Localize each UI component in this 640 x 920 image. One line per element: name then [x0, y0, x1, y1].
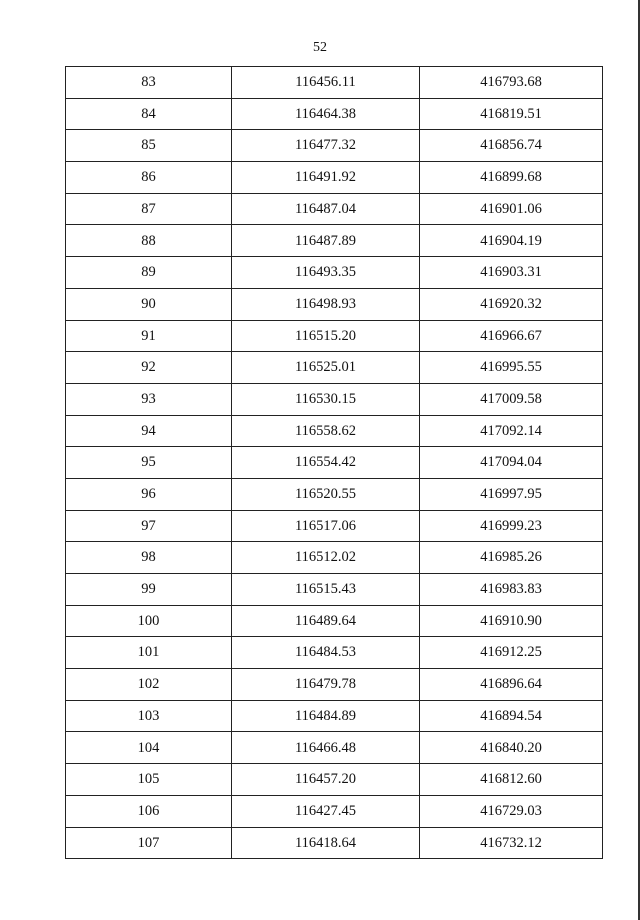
x-coordinate-cell: 116484.89: [232, 700, 420, 732]
y-coordinate-cell: 416999.23: [420, 510, 603, 542]
x-coordinate-cell: 116477.32: [232, 130, 420, 162]
coordinate-table-body: [66, 67, 603, 859]
x-coordinate-cell: 116520.55: [232, 478, 420, 510]
y-coordinate-cell: 417092.14: [420, 415, 603, 447]
x-coordinate-cell: 116554.42: [232, 447, 420, 479]
page-number: 52: [313, 40, 327, 55]
x-coordinate-cell: 116498.93: [232, 288, 420, 320]
point-number-cell: 107: [66, 827, 232, 859]
table-row: [66, 542, 603, 574]
x-coordinate-cell: 116479.78: [232, 669, 420, 701]
x-coordinate-cell: 116525.01: [232, 352, 420, 384]
table-row: [66, 383, 603, 415]
y-coordinate-cell: 416903.31: [420, 257, 603, 289]
point-number-cell: 91: [66, 320, 232, 352]
y-coordinate-cell: 416732.12: [420, 827, 603, 859]
point-number-cell: 84: [66, 98, 232, 130]
y-coordinate-cell: 417009.58: [420, 383, 603, 415]
x-coordinate-cell: 116456.11: [232, 67, 420, 99]
y-coordinate-cell: 416985.26: [420, 542, 603, 574]
point-number-cell: 94: [66, 415, 232, 447]
point-number-cell: 85: [66, 130, 232, 162]
y-coordinate-cell: 416920.32: [420, 288, 603, 320]
y-coordinate-cell: 416729.03: [420, 795, 603, 827]
table-row: [66, 193, 603, 225]
table-row: [66, 98, 603, 130]
x-coordinate-cell: 116530.15: [232, 383, 420, 415]
table-row: [66, 130, 603, 162]
x-coordinate-cell: 116558.62: [232, 415, 420, 447]
y-coordinate-cell: 416997.95: [420, 478, 603, 510]
table-row: [66, 637, 603, 669]
y-coordinate-cell: 416812.60: [420, 764, 603, 796]
table-row: [66, 288, 603, 320]
point-number-cell: 90: [66, 288, 232, 320]
x-coordinate-cell: 116489.64: [232, 605, 420, 637]
table-row: [66, 764, 603, 796]
point-number-cell: 93: [66, 383, 232, 415]
table-row: [66, 827, 603, 859]
y-coordinate-cell: 416793.68: [420, 67, 603, 99]
table-row: [66, 605, 603, 637]
x-coordinate-cell: 116457.20: [232, 764, 420, 796]
y-coordinate-cell: 416904.19: [420, 225, 603, 257]
point-number-cell: 86: [66, 162, 232, 194]
point-number-cell: 99: [66, 574, 232, 606]
point-number-cell: 101: [66, 637, 232, 669]
table-row: [66, 732, 603, 764]
y-coordinate-cell: 416856.74: [420, 130, 603, 162]
table-row: [66, 67, 603, 99]
point-number-cell: 95: [66, 447, 232, 479]
point-number-cell: 106: [66, 795, 232, 827]
x-coordinate-cell: 116491.92: [232, 162, 420, 194]
table-row: [66, 669, 603, 701]
point-number-cell: 97: [66, 510, 232, 542]
y-coordinate-cell: 416894.54: [420, 700, 603, 732]
table-row: [66, 320, 603, 352]
point-number-cell: 104: [66, 732, 232, 764]
x-coordinate-cell: 116515.43: [232, 574, 420, 606]
table-row: [66, 415, 603, 447]
y-coordinate-cell: 416840.20: [420, 732, 603, 764]
table-row: [66, 478, 603, 510]
x-coordinate-cell: 116512.02: [232, 542, 420, 574]
point-number-cell: 96: [66, 478, 232, 510]
point-number-cell: 100: [66, 605, 232, 637]
y-coordinate-cell: 416912.25: [420, 637, 603, 669]
y-coordinate-cell: 416910.90: [420, 605, 603, 637]
point-number-cell: 92: [66, 352, 232, 384]
x-coordinate-cell: 116487.89: [232, 225, 420, 257]
point-number-cell: 87: [66, 193, 232, 225]
table-row: [66, 225, 603, 257]
table-row: [66, 795, 603, 827]
coordinate-table: [65, 66, 603, 859]
x-coordinate-cell: 116418.64: [232, 827, 420, 859]
table-row: [66, 162, 603, 194]
y-coordinate-cell: 416899.68: [420, 162, 603, 194]
x-coordinate-cell: 116484.53: [232, 637, 420, 669]
point-number-cell: 88: [66, 225, 232, 257]
point-number-cell: 98: [66, 542, 232, 574]
point-number-cell: 105: [66, 764, 232, 796]
x-coordinate-cell: 116487.04: [232, 193, 420, 225]
x-coordinate-cell: 116427.45: [232, 795, 420, 827]
y-coordinate-cell: 416966.67: [420, 320, 603, 352]
table-row: [66, 700, 603, 732]
point-number-cell: 83: [66, 67, 232, 99]
y-coordinate-cell: 416896.64: [420, 669, 603, 701]
point-number-cell: 102: [66, 669, 232, 701]
x-coordinate-cell: 116517.06: [232, 510, 420, 542]
table-row: [66, 352, 603, 384]
y-coordinate-cell: 416901.06: [420, 193, 603, 225]
point-number-cell: 89: [66, 257, 232, 289]
y-coordinate-cell: 417094.04: [420, 447, 603, 479]
table-row: [66, 574, 603, 606]
x-coordinate-cell: 116466.48: [232, 732, 420, 764]
x-coordinate-cell: 116493.35: [232, 257, 420, 289]
table-row: [66, 447, 603, 479]
point-number-cell: 103: [66, 700, 232, 732]
y-coordinate-cell: 416983.83: [420, 574, 603, 606]
y-coordinate-cell: 416995.55: [420, 352, 603, 384]
table-row: [66, 257, 603, 289]
x-coordinate-cell: 116464.38: [232, 98, 420, 130]
table-row: [66, 510, 603, 542]
x-coordinate-cell: 116515.20: [232, 320, 420, 352]
y-coordinate-cell: 416819.51: [420, 98, 603, 130]
